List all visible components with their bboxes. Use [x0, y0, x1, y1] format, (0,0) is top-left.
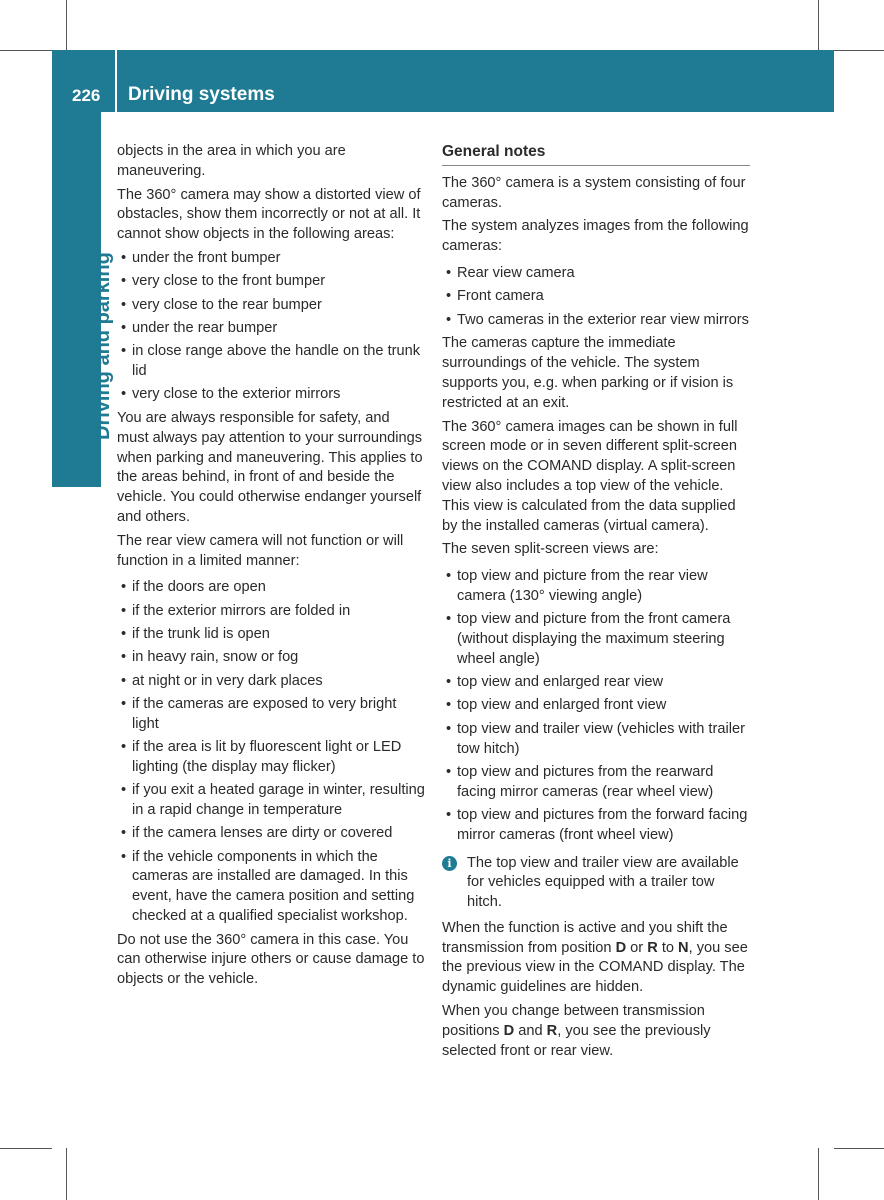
info-note	[442, 854, 750, 913]
list-item: • in close range above the handle on the trunk lid	[117, 342, 425, 382]
list-item: • very close to the rear bumper	[117, 296, 425, 316]
bullet-list	[442, 567, 750, 845]
text-run: When the function is active and you shift the transmission from position	[442, 919, 728, 956]
list-item: • Two cameras in the exterior rear view mirrors	[442, 311, 750, 331]
list-item: • Rear view camera	[442, 264, 750, 284]
info-note-text: The top view and trailer view are available for vehicles equipped with a trailer tow hitch.	[467, 854, 739, 911]
text-run: or	[626, 939, 648, 956]
bullet-list	[117, 249, 425, 405]
paragraph: You are always responsible for safety, and must always pay attention to your surroundings when parking and maneuvering. This applies to the areas behind, in front of and beside the vehicle. You could otherwise endanger yourself and others.	[117, 410, 423, 526]
crop-mark	[818, 1148, 819, 1200]
list-item: • very close to the front bumper	[117, 272, 425, 292]
list-item: • under the front bumper	[117, 249, 425, 269]
info-icon: i	[442, 856, 457, 871]
crop-mark	[834, 1148, 884, 1149]
gear-position-d: D	[503, 1022, 515, 1039]
paragraph: The 360° camera may show a distorted view of obstacles, show them incorrectly or not at all. It cannot show objects in the following areas:	[117, 186, 421, 243]
crop-mark	[66, 1148, 67, 1200]
gear-position-r: R	[647, 939, 658, 956]
list-item: • top view and pictures from the rearward facing mirror cameras (rear wheel view)	[442, 763, 750, 803]
list-item: • top view and enlarged front view	[442, 696, 750, 716]
list-item: • in heavy rain, snow or fog	[117, 648, 425, 668]
paragraph: The rear view camera will not function or will function in a limited manner:	[117, 532, 404, 569]
list-item: • if you exit a heated garage in winter, resulting in a rapid change in temperature	[117, 781, 425, 821]
paragraph	[442, 1002, 750, 1061]
paragraph: The system analyzes images from the following cameras:	[442, 218, 749, 255]
paragraph: The cameras capture the immediate surroundings of the vehicle. The system supports you, e.g. when parking or if vision is restricted at an exit.	[442, 335, 734, 411]
text-run: , you see the previous view in the COMAND display. The dynamic guidelines are hidden.	[442, 939, 748, 996]
list-item: • top view and trailer view (vehicles with trailer tow hitch)	[442, 720, 750, 760]
list-item: • if the cameras are exposed to very bright light	[117, 695, 425, 735]
crop-mark	[0, 1148, 52, 1149]
left-column	[117, 142, 425, 994]
gear-position-d: D	[615, 939, 627, 956]
list-item: • very close to the exterior mirrors	[117, 385, 425, 405]
gear-position-r: R	[546, 1022, 558, 1039]
crop-mark	[818, 0, 819, 50]
text-run: to	[657, 939, 679, 956]
paragraph: The 360° camera images can be shown in full screen mode or in seven different split-screen views on the COMAND display. A split-screen view also includes a top view of the vehicle. This view is calculated from the data supplied by the installed cameras (virtual camera).	[442, 418, 738, 534]
crop-mark	[0, 50, 52, 51]
list-item: • top view and picture from the front camera (without displaying the maximum steering wheel angle)	[442, 610, 750, 669]
bullet-list	[442, 264, 750, 330]
text-run: , you see the previously selected front or rear view.	[442, 1022, 711, 1059]
list-item: • top view and enlarged rear view	[442, 673, 750, 693]
list-item: • if the vehicle components in which the cameras are installed are damaged. In this event, have the camera position and setting checked at a qualified specialist workshop.	[117, 848, 425, 927]
section-title: Driving systems	[128, 84, 275, 105]
list-item: • if the area is lit by fluorescent light or LED lighting (the display may flicker)	[117, 738, 425, 778]
list-item: • under the rear bumper	[117, 319, 425, 339]
right-column	[442, 142, 750, 1065]
list-item: • at night or in very dark places	[117, 672, 425, 692]
paragraph: The 360° camera is a system consisting of four cameras.	[442, 174, 746, 211]
paragraph	[442, 919, 750, 998]
list-item: • top view and pictures from the forward facing mirror cameras (front wheel view)	[442, 806, 750, 846]
section-heading: General notes	[442, 142, 750, 166]
paragraph: The seven split-screen views are:	[442, 541, 659, 558]
list-item: • if the trunk lid is open	[117, 625, 425, 645]
list-item: • if the camera lenses are dirty or covered	[117, 824, 425, 844]
list-item: • Front camera	[442, 287, 750, 307]
list-item: • if the exterior mirrors are folded in	[117, 602, 425, 622]
bullet-list	[117, 578, 425, 926]
text-run: and	[514, 1022, 547, 1039]
text-run: When you change between transmission positions	[442, 1003, 705, 1039]
list-item: • if the doors are open	[117, 578, 425, 598]
crop-mark	[834, 50, 884, 51]
header-divider	[115, 50, 117, 112]
list-item: • top view and picture from the rear view camera (130° viewing angle)	[442, 567, 750, 607]
page-number: 226	[72, 86, 101, 105]
paragraph: Do not use the 360° camera in this case. You can otherwise injure others or cause damage to objects or the vehicle.	[117, 931, 425, 988]
side-tab-label: Driving and parking	[92, 252, 114, 440]
crop-mark	[66, 0, 67, 50]
gear-position-n: N	[678, 939, 689, 956]
paragraph: objects in the area in which you are maneuvering.	[117, 143, 346, 179]
